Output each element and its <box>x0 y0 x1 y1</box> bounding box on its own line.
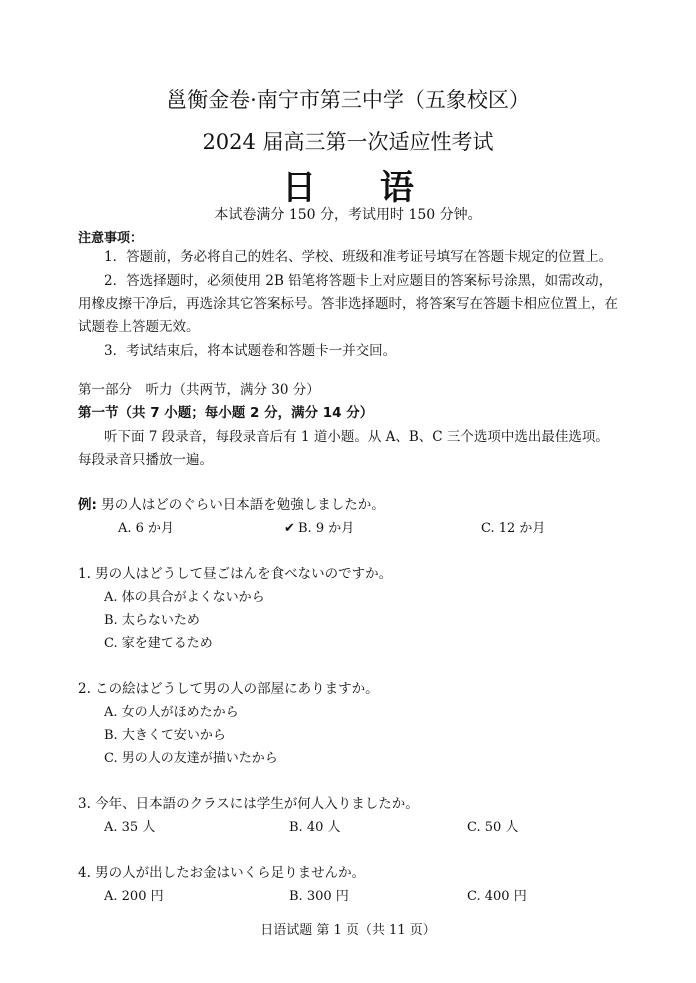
exam-title-line1: 邕衡金卷·南宁市第三中学（五象校区） <box>166 88 530 112</box>
subject-title: 日 语 <box>282 168 440 208</box>
notes-item-2: 2．答选择题时，必须使用 2B 铅笔将答题卡上对应题目的答案标号涂黑，如需改动，用橡皮擦干净后，再选涂其它答案标号。答非选择题时，将答案写在答题卡相应位置上，在试题卷上答题无效。 <box>78 273 618 335</box>
notes-title: 注意事项： <box>78 231 144 246</box>
option-c: C. 400 円 <box>467 889 527 904</box>
option-a: A. 女の人がほめたから <box>104 705 239 720</box>
check-mark-icon: ✔ <box>284 521 295 536</box>
question-text: 2. この絵はどうして男の人の部屋にありますか。 <box>78 681 379 697</box>
question-text: 4. 男の人が出したお金はいくら足りませんか。 <box>78 865 366 881</box>
option-c: C. 家を建てるため <box>104 636 213 651</box>
option-b: B. 40 人 <box>289 820 341 835</box>
option-a: A. 200 円 <box>104 889 164 904</box>
option-b: B. 300 円 <box>289 889 349 904</box>
option-a: A. 35 人 <box>104 820 156 835</box>
exam-title-line2: 2024 届高三第一次适应性考试 <box>202 130 494 154</box>
section1-instructions: 听下面 7 段录音，每段录音后有 1 道小题。从 A、B、C 三个选项中选出最佳选项。每段录音只播放一遍。 <box>78 429 609 468</box>
part1-title: 第一部分 听力（共两节，满分 30 分） <box>78 382 320 398</box>
option-c: C. 男の人の友達が描いたから <box>104 751 278 766</box>
question-text: 1. 男の人はどうして昼ごはんを食べないのですか。 <box>78 566 393 582</box>
notes-item-1: 1．答题前，务必将自己的姓名、学校、班级和准考证号填写在答题卡规定的位置上。 <box>104 249 613 265</box>
section1-title: 第一节（共 7 小题；每小题 2 分，满分 14 分） <box>78 405 374 421</box>
option-a: A. 体の具合がよくないから <box>104 590 265 605</box>
example-label: 例: <box>78 497 97 513</box>
option-c: C. 50 人 <box>467 820 519 835</box>
example-option-b: B. 9 か月 <box>298 521 355 536</box>
example-line <box>78 494 385 517</box>
score-info: 本试卷满分 150 分，考试用时 150 分钟。 <box>214 207 482 223</box>
example-option-a: A. 6 か月 <box>118 521 175 536</box>
option-b: B. 太らないため <box>104 613 200 628</box>
notes-item-3: 3．考试结束后，将本试题卷和答题卡一并交回。 <box>104 343 397 359</box>
example-question-text: 男の人はどのぐらい日本語を勉強しましたか。 <box>101 497 385 513</box>
question-text: 3. 今年、日本語のクラスには学生が何人入りましたか。 <box>78 796 419 812</box>
option-b: B. 大きくて安いから <box>104 728 226 743</box>
example-option-c: C. 12 か月 <box>481 521 546 536</box>
page-footer: 日语试题 第 1 页（共 11 页） <box>260 923 436 938</box>
